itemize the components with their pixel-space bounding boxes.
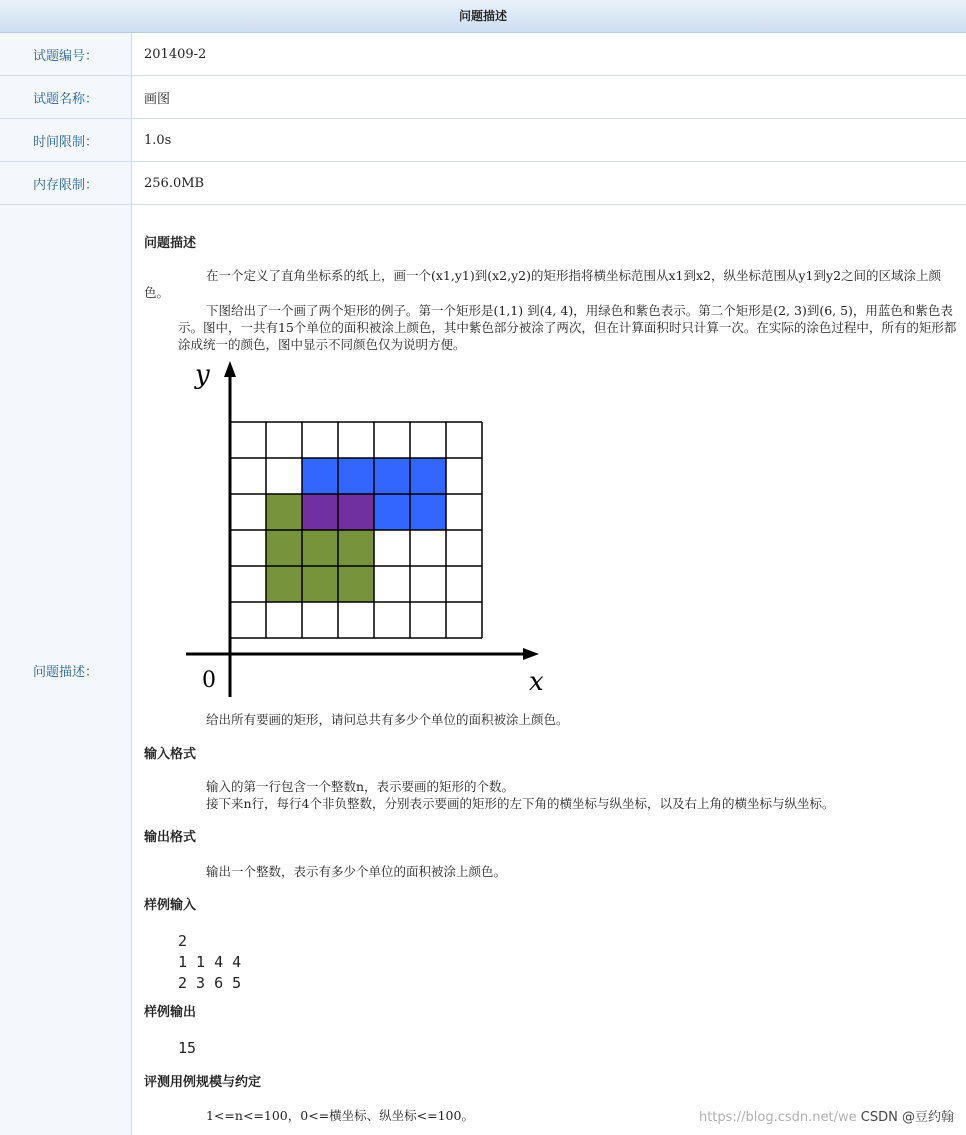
problem-content — [144, 205, 959, 1135]
input-line-1: 输入的第一行包含一个整数n，表示要画的矩形的个数。 — [206, 779, 515, 794]
origin-label: 0 — [202, 668, 216, 693]
label-problem-id: 试题编号： — [0, 33, 132, 75]
row-memory-limit — [0, 162, 966, 205]
rectangle-figure — [179, 357, 579, 697]
purple-cell — [302, 494, 338, 530]
figure-caption: 给出所有要画的矩形，请问总共有多少个单位的面积被涂上颜色。 — [206, 712, 569, 727]
value-problem-name: 画图 — [144, 91, 171, 107]
blue-cell — [338, 458, 374, 494]
input-line-2: 接下来n行，每行4个非负整数，分别表示要画的矩形的左下角的横坐标与纵坐标，以及右上角的横坐标与纵坐标。 — [206, 796, 835, 811]
input-format-title: 输入格式 — [144, 747, 197, 762]
blue-cell — [302, 458, 338, 494]
label-memory-limit: 内存限制： — [0, 162, 132, 204]
green-cell — [338, 530, 374, 566]
label-description: 问题描述： — [0, 205, 132, 1135]
watermark-url: https://blog.csdn.net/we — [698, 1110, 857, 1125]
row-problem-name — [0, 76, 966, 119]
output-format-title: 输出格式 — [144, 830, 197, 845]
value-memory-limit: 256.0MB — [144, 175, 205, 191]
value-time-limit: 1.0s — [144, 132, 172, 148]
sample-output-title: 样例输出 — [144, 1005, 197, 1020]
green-cell — [338, 566, 374, 602]
problem-title: 问题描述 — [144, 236, 197, 251]
label-problem-name: 试题名称： — [0, 76, 132, 118]
green-cell — [302, 566, 338, 602]
watermark — [699, 1106, 954, 1125]
output-line: 输出一个整数，表示有多少个单位的面积被涂上颜色。 — [206, 864, 507, 879]
blue-cell — [410, 458, 446, 494]
purple-cell — [338, 494, 374, 530]
value-problem-id: 201409-2 — [144, 46, 207, 62]
blue-cell — [410, 494, 446, 530]
problem-para-1: 在一个定义了直角坐标系的纸上，画一个(x1,y1)到(x2,y2)的矩形指将横坐标范围从x1到x2，纵坐标范围从y1到y2之间的区域涂上颜色。 — [144, 268, 942, 300]
blue-cell — [374, 458, 410, 494]
green-cell — [266, 494, 302, 530]
y-axis-arrow — [224, 361, 236, 377]
green-cell — [266, 530, 302, 566]
x-axis-arrow — [523, 648, 539, 660]
x-axis-label: x — [529, 667, 544, 697]
green-cell — [266, 566, 302, 602]
sample-input-title: 样例输入 — [144, 898, 197, 913]
sample-output-block: 15 — [178, 1039, 197, 1057]
table-header: 问题描述 — [0, 0, 966, 33]
label-time-limit: 时间限制： — [0, 119, 132, 161]
problem-para-2: 下图给出了一个画了两个矩形的例子。第一个矩形是(1,1) 到(4, 4)，用绿色和紫色表示。第二个矩形是(2, 3)到(6, 5)，用蓝色和紫色表示。图中，一共有15个单位的面积被涂上颜色，其中紫色部分被涂了两次，但在计算面积时只计算一次。在实际的涂色过程中，所有的矩形都涂成统一的颜色，图中显示不同颜色仅为说明方便。 — [178, 303, 957, 352]
blue-cell — [374, 494, 410, 530]
watermark-csdn: CSDN @豆约翰 — [860, 1110, 954, 1125]
sample-input-block: 2 1 1 4 4 2 3 6 5 — [178, 932, 242, 992]
y-axis-label: y — [195, 360, 210, 390]
grid-lines — [230, 422, 482, 638]
row-time-limit — [0, 119, 966, 162]
constraints-title: 评测用例规模与约定 — [144, 1075, 262, 1090]
constraints-text: 1<=n<=100，0<=横坐标、纵坐标<=100。 — [206, 1108, 474, 1123]
row-problem-id — [0, 33, 966, 76]
row-description — [0, 205, 966, 1135]
green-cell — [302, 530, 338, 566]
